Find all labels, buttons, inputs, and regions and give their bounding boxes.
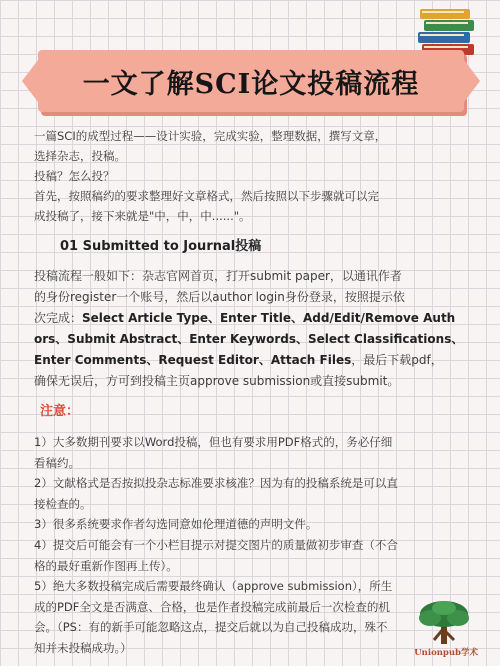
process-text: 次完成： [34,311,83,325]
note-line: 3）很多系统要求作者勾选同意如伦理道德的声明文件。 [34,517,318,532]
note-line: 成的PDF全文是否满意、合格，也是作者投稿完成前最后一次检查的机 [34,599,390,614]
note-line: 2）文献格式是否按拟投杂志标准要求核准？因为有的投稿系统是可以直 [34,476,398,491]
note-line: 5）绝大多数投稿完成后需要最终确认（approve submission），所生 [34,579,393,594]
note-line: 格的最好重新作图再上传）。 [34,558,178,573]
intro-line: 选择杂志，投稿。 [34,149,126,163]
note-line: 1）大多数期刊要求以Word投稿，但也有要求用PDF格式的，务必仔细 [34,435,393,449]
process-line: 确保无误后，方可到投稿主页approve submission或直接submit。 [34,374,400,388]
process-steps-bold: Select Article Type、Enter Title、Add/Edit/Remove Auth [82,311,456,325]
process-line [34,350,476,371]
process-line: 投稿流程一般如下：杂志官网首页，打开submit paper，以通讯作者 [34,269,402,283]
page-title: 一文了解SCI论文投稿流程 [82,69,420,100]
process-paragraph [34,266,476,392]
tree-logo-icon [414,598,474,646]
intro-line: 成投稿了，接下来就是"中，中，中......"。 [34,209,251,223]
process-text: ，最后下载pdf， [351,353,443,367]
section-heading: 01 Submitted to Journal投稿 [60,239,262,254]
process-steps-bold: Enter Comments、Request Editor、Attach Files [34,353,352,367]
note-line: 会。（PS：有的新手可能忽略这点，提交后就以为自己投稿成功，殊不 [34,620,388,635]
intro-paragraph [34,126,476,226]
note-line: 知并未投稿成功。） [34,640,132,655]
notes-list [34,432,476,659]
process-line [34,308,476,329]
note-line: 看稿约。 [34,455,80,470]
intro-line: 投稿？怎么投？ [34,169,115,183]
intro-line: 一篇SCI的成型过程——设计实验，完成实验，整理数据，撰写文章， [34,129,387,143]
intro-line: 首先，按照稿约的要求整理好文章格式，然后按照以下步骤就可以完 [34,189,379,203]
process-steps-bold: ors、Submit Abstract、Enter Keywords、Select Classifications、 [34,332,464,346]
note-line: 4）提交后可能会有一个小栏目提示对提交图片的质量做初步审查（不合 [34,537,398,552]
process-line: 的身份register一个账号，然后以author login身份登录，按照提示依 [34,290,405,304]
notes-heading: 注意： [40,404,80,419]
process-line [34,329,476,350]
note-line: 接检查的。 [34,496,92,511]
title-banner [38,50,464,112]
brand-logo-text: Unionpub学术 [414,648,478,658]
